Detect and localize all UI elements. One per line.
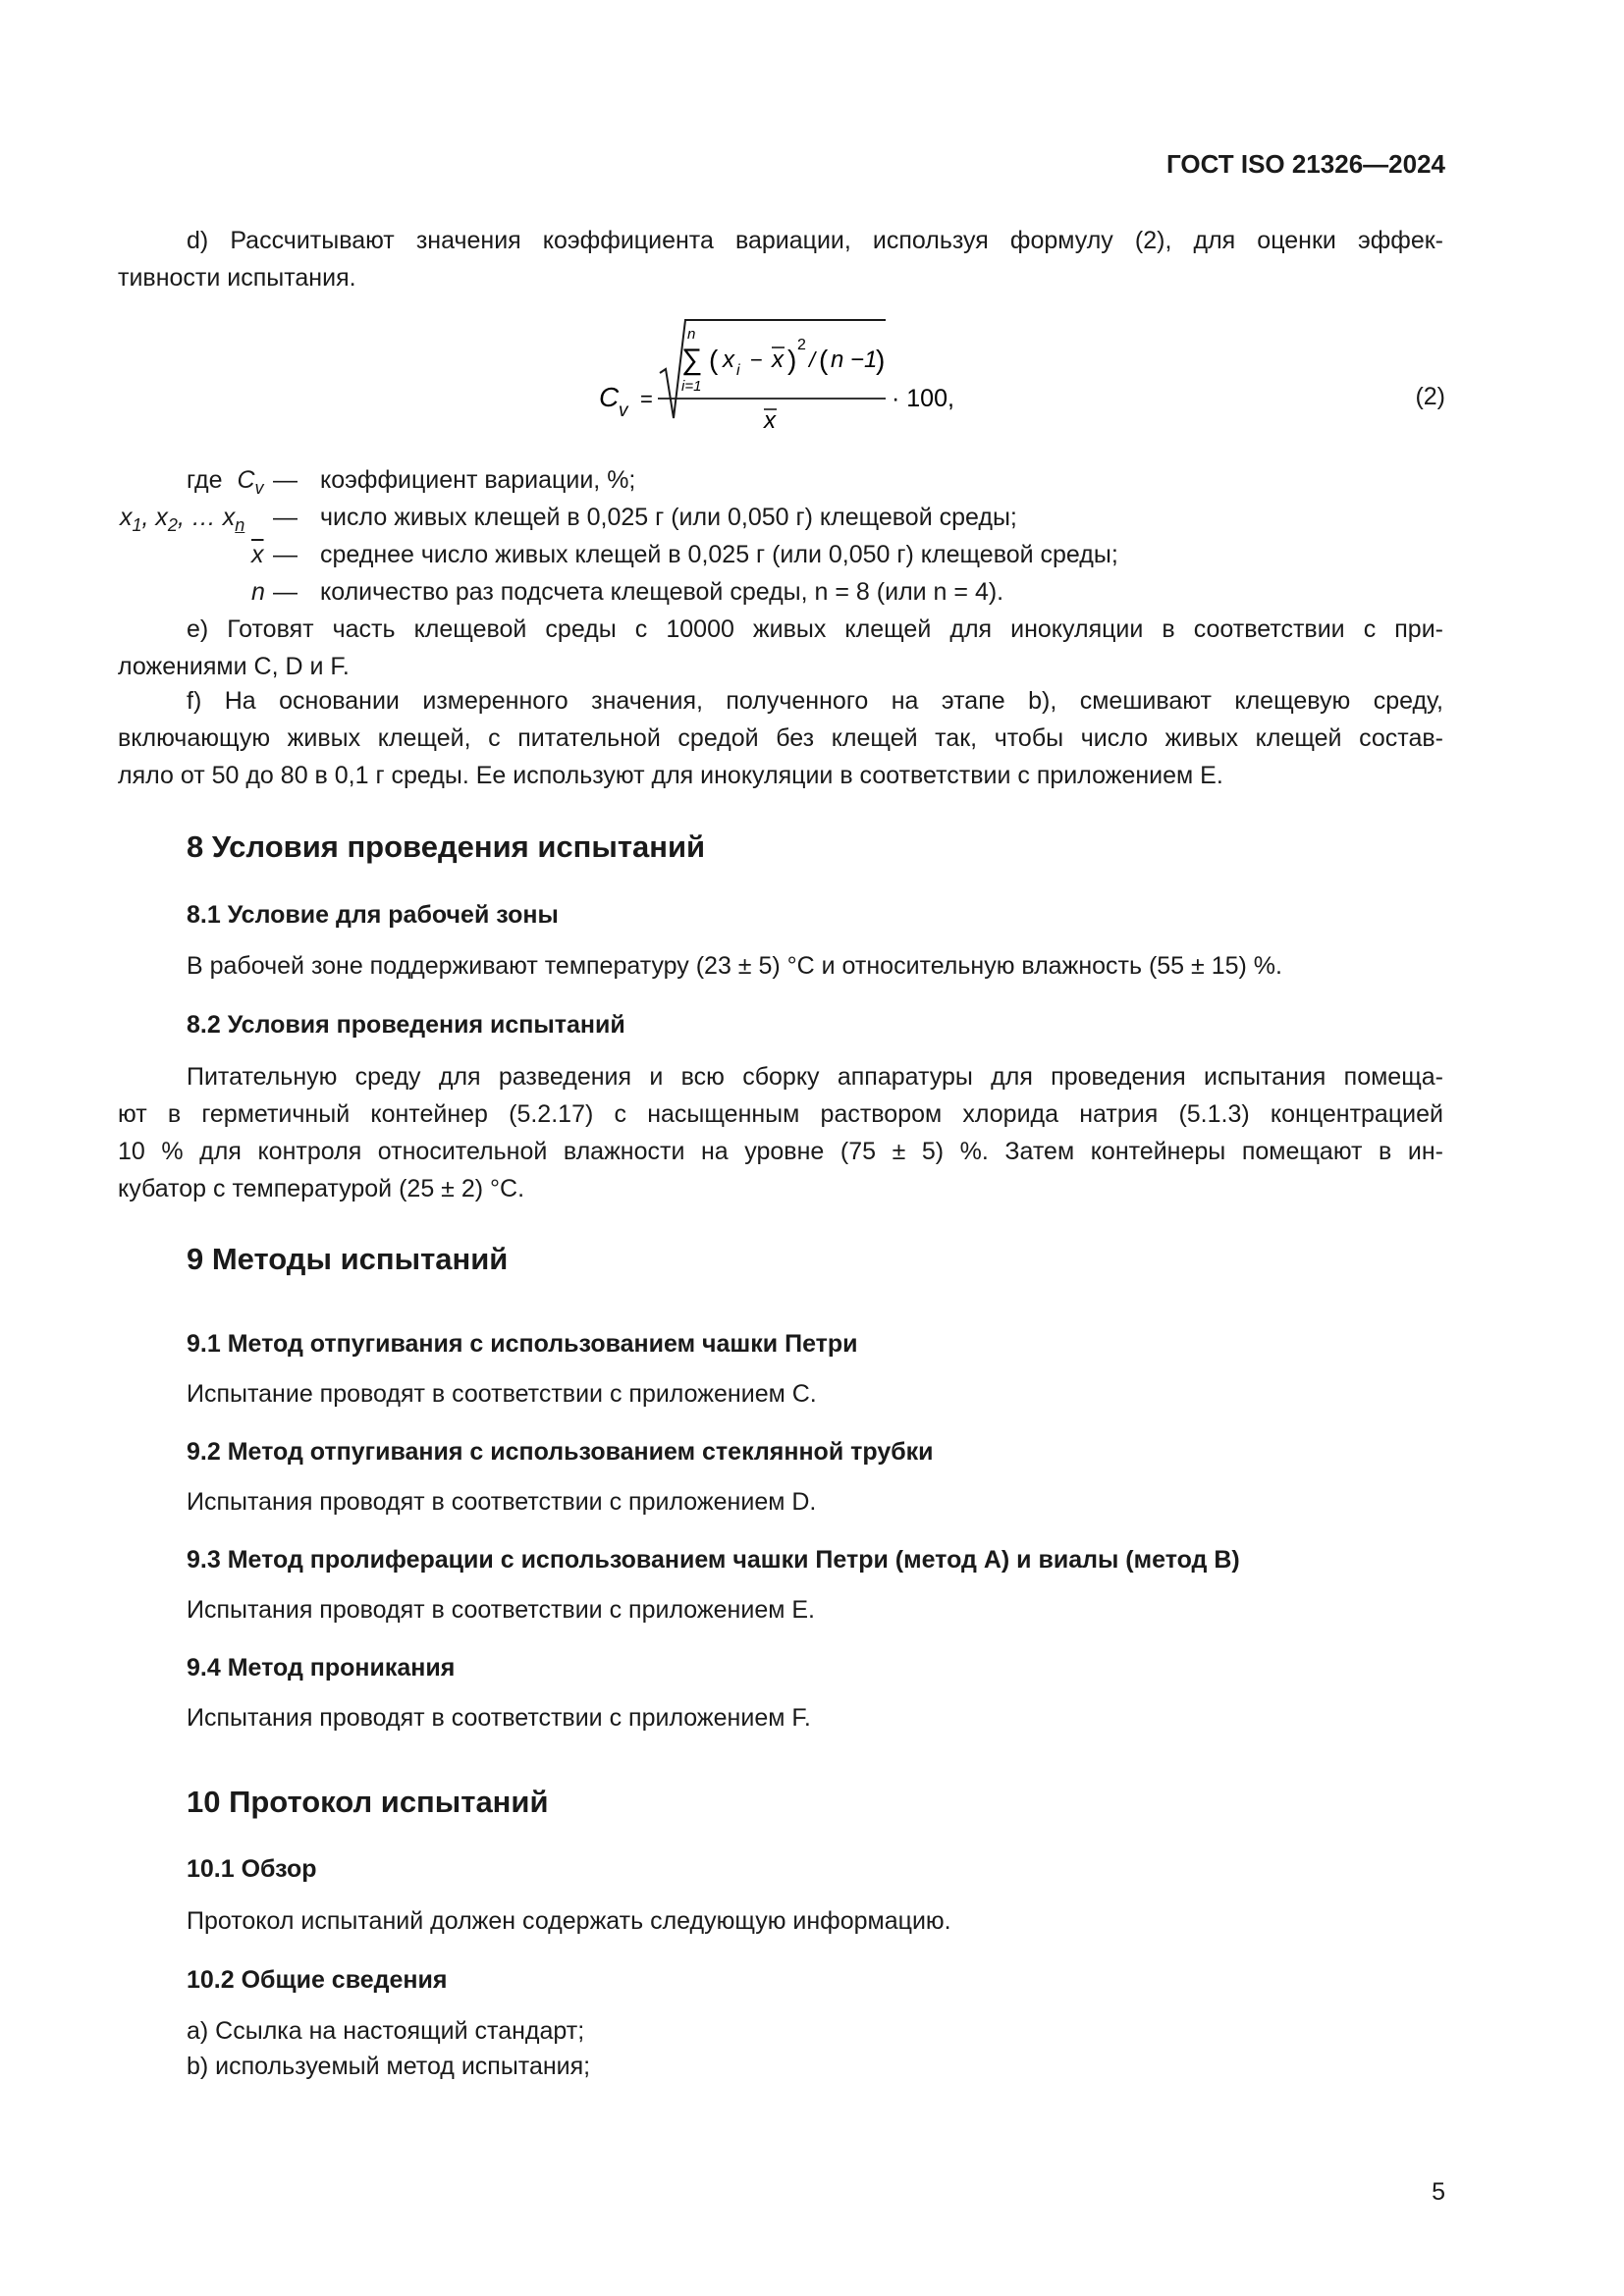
- section-10-title: 10 Протокол испытаний: [187, 1785, 549, 1819]
- section-9-3-title: 9.3 Метод пролиферации с использованием чашки Петри (метод A) и виалы (метод B): [187, 1546, 1240, 1574]
- section-8-2-line-3: 10 % для контроля относительной влажности на уровне (75 ± 5) %. Затем контейнеры помещают в ин-: [118, 1138, 1443, 1165]
- sum-sigma: ∑: [681, 344, 703, 376]
- term-xbar: x: [772, 347, 784, 373]
- page-number: 5: [1432, 2178, 1445, 2206]
- sum-upper-limit: n: [687, 326, 696, 343]
- formula-lhs: C: [599, 382, 620, 412]
- section-9-3-text: Испытания проводят в соответствии с приложением E.: [187, 1596, 815, 1624]
- where-symbol-xbar: $\overline{x}$: [251, 541, 264, 568]
- step-d-line-1: d) Рассчитывают значения коэффициента вариации, используя формулу (2), для оценки эффек-: [187, 227, 1443, 254]
- section-8-2-line-2: ют в герметичный контейнер (5.2.17) с насыщенным раствором хлорида натрия (5.1.3) концентрацией: [118, 1100, 1443, 1128]
- step-f-paragraph: [118, 682, 1443, 794]
- term-minus: −: [750, 347, 763, 372]
- where-symbol-cv-sub: v: [254, 478, 264, 498]
- where-intro: где: [187, 466, 223, 494]
- paren-open-2: (: [819, 345, 829, 375]
- where-symbol-n: n: [251, 578, 265, 606]
- step-e-line-2: ложениями C, D и F.: [118, 653, 350, 680]
- section-8-1-text: В рабочей зоне поддерживают температуру (23 ± 5) °C и относительную влажность (55 ± 15) %.: [187, 952, 1282, 980]
- section-9-4-title: 9.4 Метод проникания: [187, 1654, 456, 1682]
- section-8-2-line-1: Питательную среду для разведения и всю сборку аппаратуры для проведения испытания помеща-: [187, 1063, 1443, 1091]
- where-text-2: число живых клещей в 0,025 г (или 0,050 г) клещевой среды;: [320, 504, 1017, 531]
- formula-lhs-sub: v: [619, 400, 628, 421]
- step-e-line-1: e) Готовят часть клещевой среды с 10000 живых клещей для инокуляции в соответствии с при-: [187, 615, 1443, 643]
- section-8-1-title: 8.1 Условие для рабочей зоны: [187, 901, 559, 929]
- where-block: [118, 461, 1492, 618]
- section-9-2-title: 9.2 Метод отпугивания с использованием стеклянной трубки: [187, 1438, 934, 1466]
- step-d-line-2: тивности испытания.: [118, 264, 356, 292]
- where-symbol-xs: $x_1$, $x_2$, … $x_n$: [120, 504, 245, 535]
- where-text-1: коэффициент вариации, %;: [320, 466, 636, 494]
- where-dash-4: —: [273, 578, 298, 606]
- section-8-title: 8 Условия проведения испытаний: [187, 829, 706, 864]
- where-dash-1: —: [273, 466, 298, 494]
- step-f-line-1: f) На основании измеренного значения, полученного на этапе b), смешивают клещевую среду,: [187, 687, 1443, 715]
- document-header-id: ГОСТ ISO 21326—2024: [1165, 149, 1445, 179]
- where-text-4: количество раз подсчета клещевой среды, n = 8 (или n = 4).: [320, 578, 1004, 606]
- section-8-2-title: 8.2 Условия проведения испытаний: [187, 1011, 625, 1039]
- term-n-minus-1: n −1: [831, 347, 878, 373]
- section-8-2-paragraph: [118, 1058, 1443, 1207]
- section-9-1-text: Испытание проводят в соответствии с приложением C.: [187, 1380, 817, 1408]
- section-10-1-text: Протокол испытаний должен содержать следующую информацию.: [187, 1907, 951, 1935]
- where-symbol-cv: C: [237, 466, 255, 494]
- denominator-xbar: x: [764, 407, 776, 434]
- term-slash: /: [809, 347, 816, 372]
- step-e-paragraph: [118, 611, 1443, 685]
- where-dash-3: —: [273, 541, 298, 568]
- step-f-line-3: ляло от 50 до 80 в 0,1 г среды. Ее используют для инокуляции в соответствии с приложением E.: [118, 762, 1223, 789]
- section-9-4-text: Испытания проводят в соответствии с приложением F.: [187, 1704, 811, 1732]
- formula-cv: [589, 312, 1001, 447]
- where-dash-2: —: [273, 504, 298, 531]
- paren-close-2: ): [876, 345, 886, 375]
- section-10-2-title: 10.2 Общие сведения: [187, 1966, 448, 1994]
- list-item-a: a) Ссылка на настоящий стандарт;: [187, 2017, 585, 2045]
- sum-lower-limit: i=1: [681, 378, 702, 395]
- section-9-2-text: Испытания проводят в соответствии с приложением D.: [187, 1488, 817, 1516]
- section-8-2-line-4: кубатор с температурой (25 ± 2) °C.: [118, 1175, 525, 1202]
- step-f-line-2: включающую живых клещей, с питательной средой без клещей так, чтобы число живых клещей состав-: [118, 724, 1443, 752]
- term-x: x: [723, 347, 734, 373]
- section-9-title: 9 Методы испытаний: [187, 1242, 509, 1276]
- section-10-1-title: 10.1 Обзор: [187, 1855, 317, 1883]
- term-exponent: 2: [797, 337, 806, 353]
- formula-equals: =: [640, 387, 653, 411]
- step-d-paragraph: [118, 222, 1443, 296]
- formula-number: (2): [1415, 383, 1445, 410]
- term-x-sub: i: [736, 362, 740, 379]
- list-item-b: b) используемый метод испытания;: [187, 2053, 591, 2080]
- paren-open-1: (: [709, 345, 719, 375]
- formula-cv-svg: [589, 312, 1001, 440]
- where-text-3: среднее число живых клещей в 0,025 г (или 0,050 г) клещевой среды;: [320, 541, 1118, 568]
- section-9-1-title: 9.1 Метод отпугивания с использованием чашки Петри: [187, 1330, 858, 1358]
- paren-close-1: ): [787, 345, 797, 375]
- formula-times-100: · 100,: [892, 385, 954, 412]
